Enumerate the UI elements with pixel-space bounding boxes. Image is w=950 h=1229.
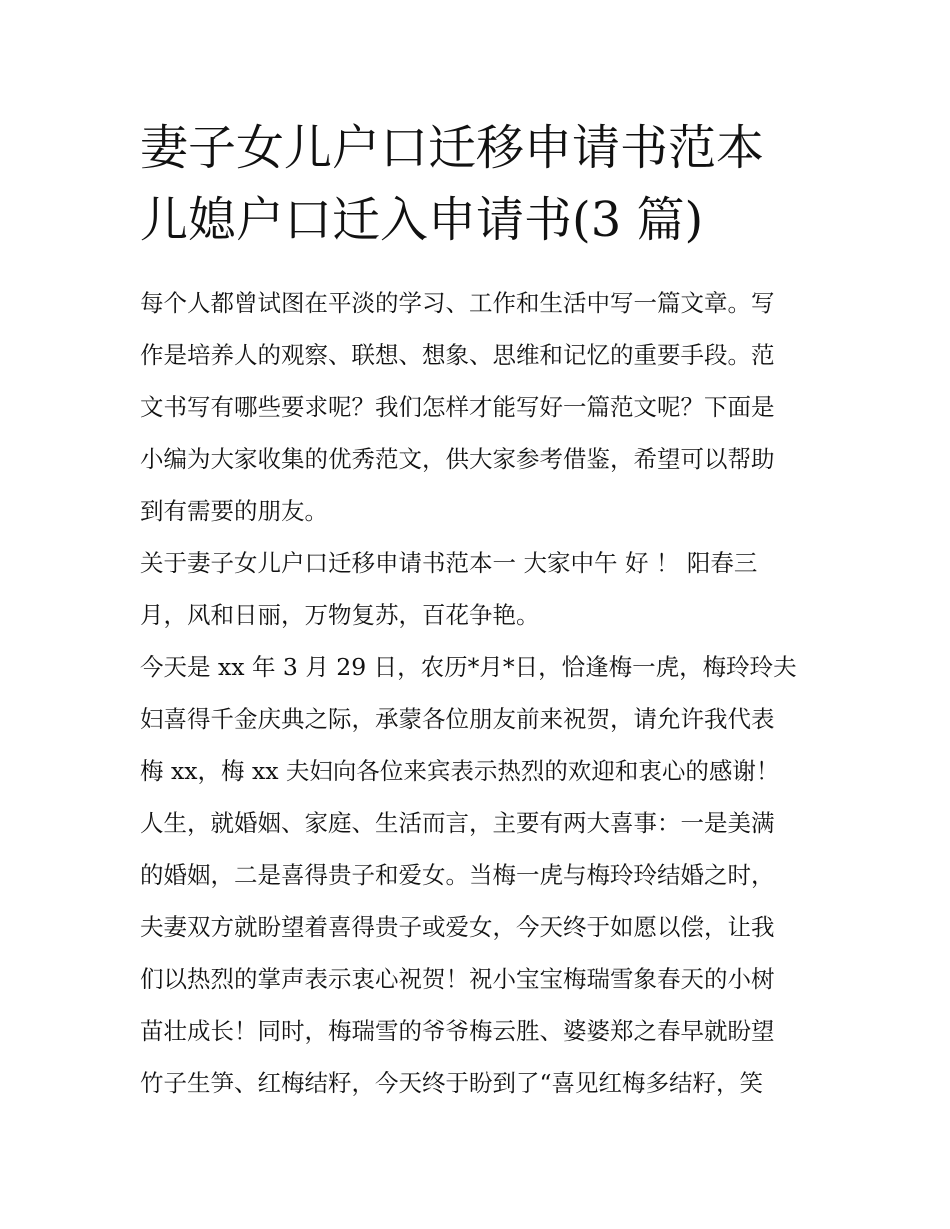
body-line: 的婚姻，二是喜得贵子和爱女。当梅一虎与梅玲玲结婚之时， — [140, 861, 775, 889]
body-line: 到有需要的朋友。 — [140, 497, 328, 525]
body-line: 作是培养人的观察、联想、想象、思维和记忆的重要手段。范 — [140, 341, 775, 369]
body-line: 小编为大家收集的优秀范文，供大家参考借鉴，希望可以帮助 — [140, 445, 775, 473]
title-line-1: 妻子女儿户口迁移申请书范本 — [140, 120, 765, 176]
body-line: 文书写有哪些要求呢？我们怎样才能写好一篇范文呢？下面是 — [140, 393, 775, 421]
body-line: 每个人都曾试图在平淡的学习、工作和生活中写一篇文章。写 — [140, 289, 775, 317]
title-line-2: 儿媳户口迁入申请书(3 篇) — [140, 192, 704, 248]
body-line: 关于妻子女儿户口迁移申请书范本一 大家中午 好 ！ 阳春三 — [140, 549, 758, 577]
body-line: 们以热烈的掌声表示衷心祝贺！祝小宝宝梅瑞雪象春天的小树 — [140, 965, 775, 993]
body-line: 今天是 xx 年 3 月 29 日，农历*月*日，恰逢梅一虎，梅玲玲夫 — [140, 653, 797, 681]
document-body — [140, 277, 820, 1109]
body-line: 妇喜得千金庆典之际，承蒙各位朋友前来祝贺，请允许我代表 — [140, 705, 775, 733]
body-line: 竹子生笋、红梅结籽，今天终于盼到了“喜见红梅多结籽，笑 — [140, 1069, 764, 1097]
body-line: 人生，就婚姻、家庭、生活而言，主要有两大喜事：一是美满 — [140, 809, 775, 837]
body-line: 梅 xx，梅 xx 夫妇向各位来宾表示热烈的欢迎和衷心的感谢！ — [140, 757, 780, 785]
body-line: 苗壮成长！同时，梅瑞雪的爷爷梅云胜、婆婆郑之春早就盼望 — [140, 1017, 775, 1045]
body-line: 夫妻双方就盼望着喜得贵子或爱女，今天终于如愿以偿，让我 — [140, 913, 775, 941]
body-line: 月，风和日丽，万物复苏，百花争艳。 — [140, 601, 540, 629]
document-title — [140, 112, 830, 256]
